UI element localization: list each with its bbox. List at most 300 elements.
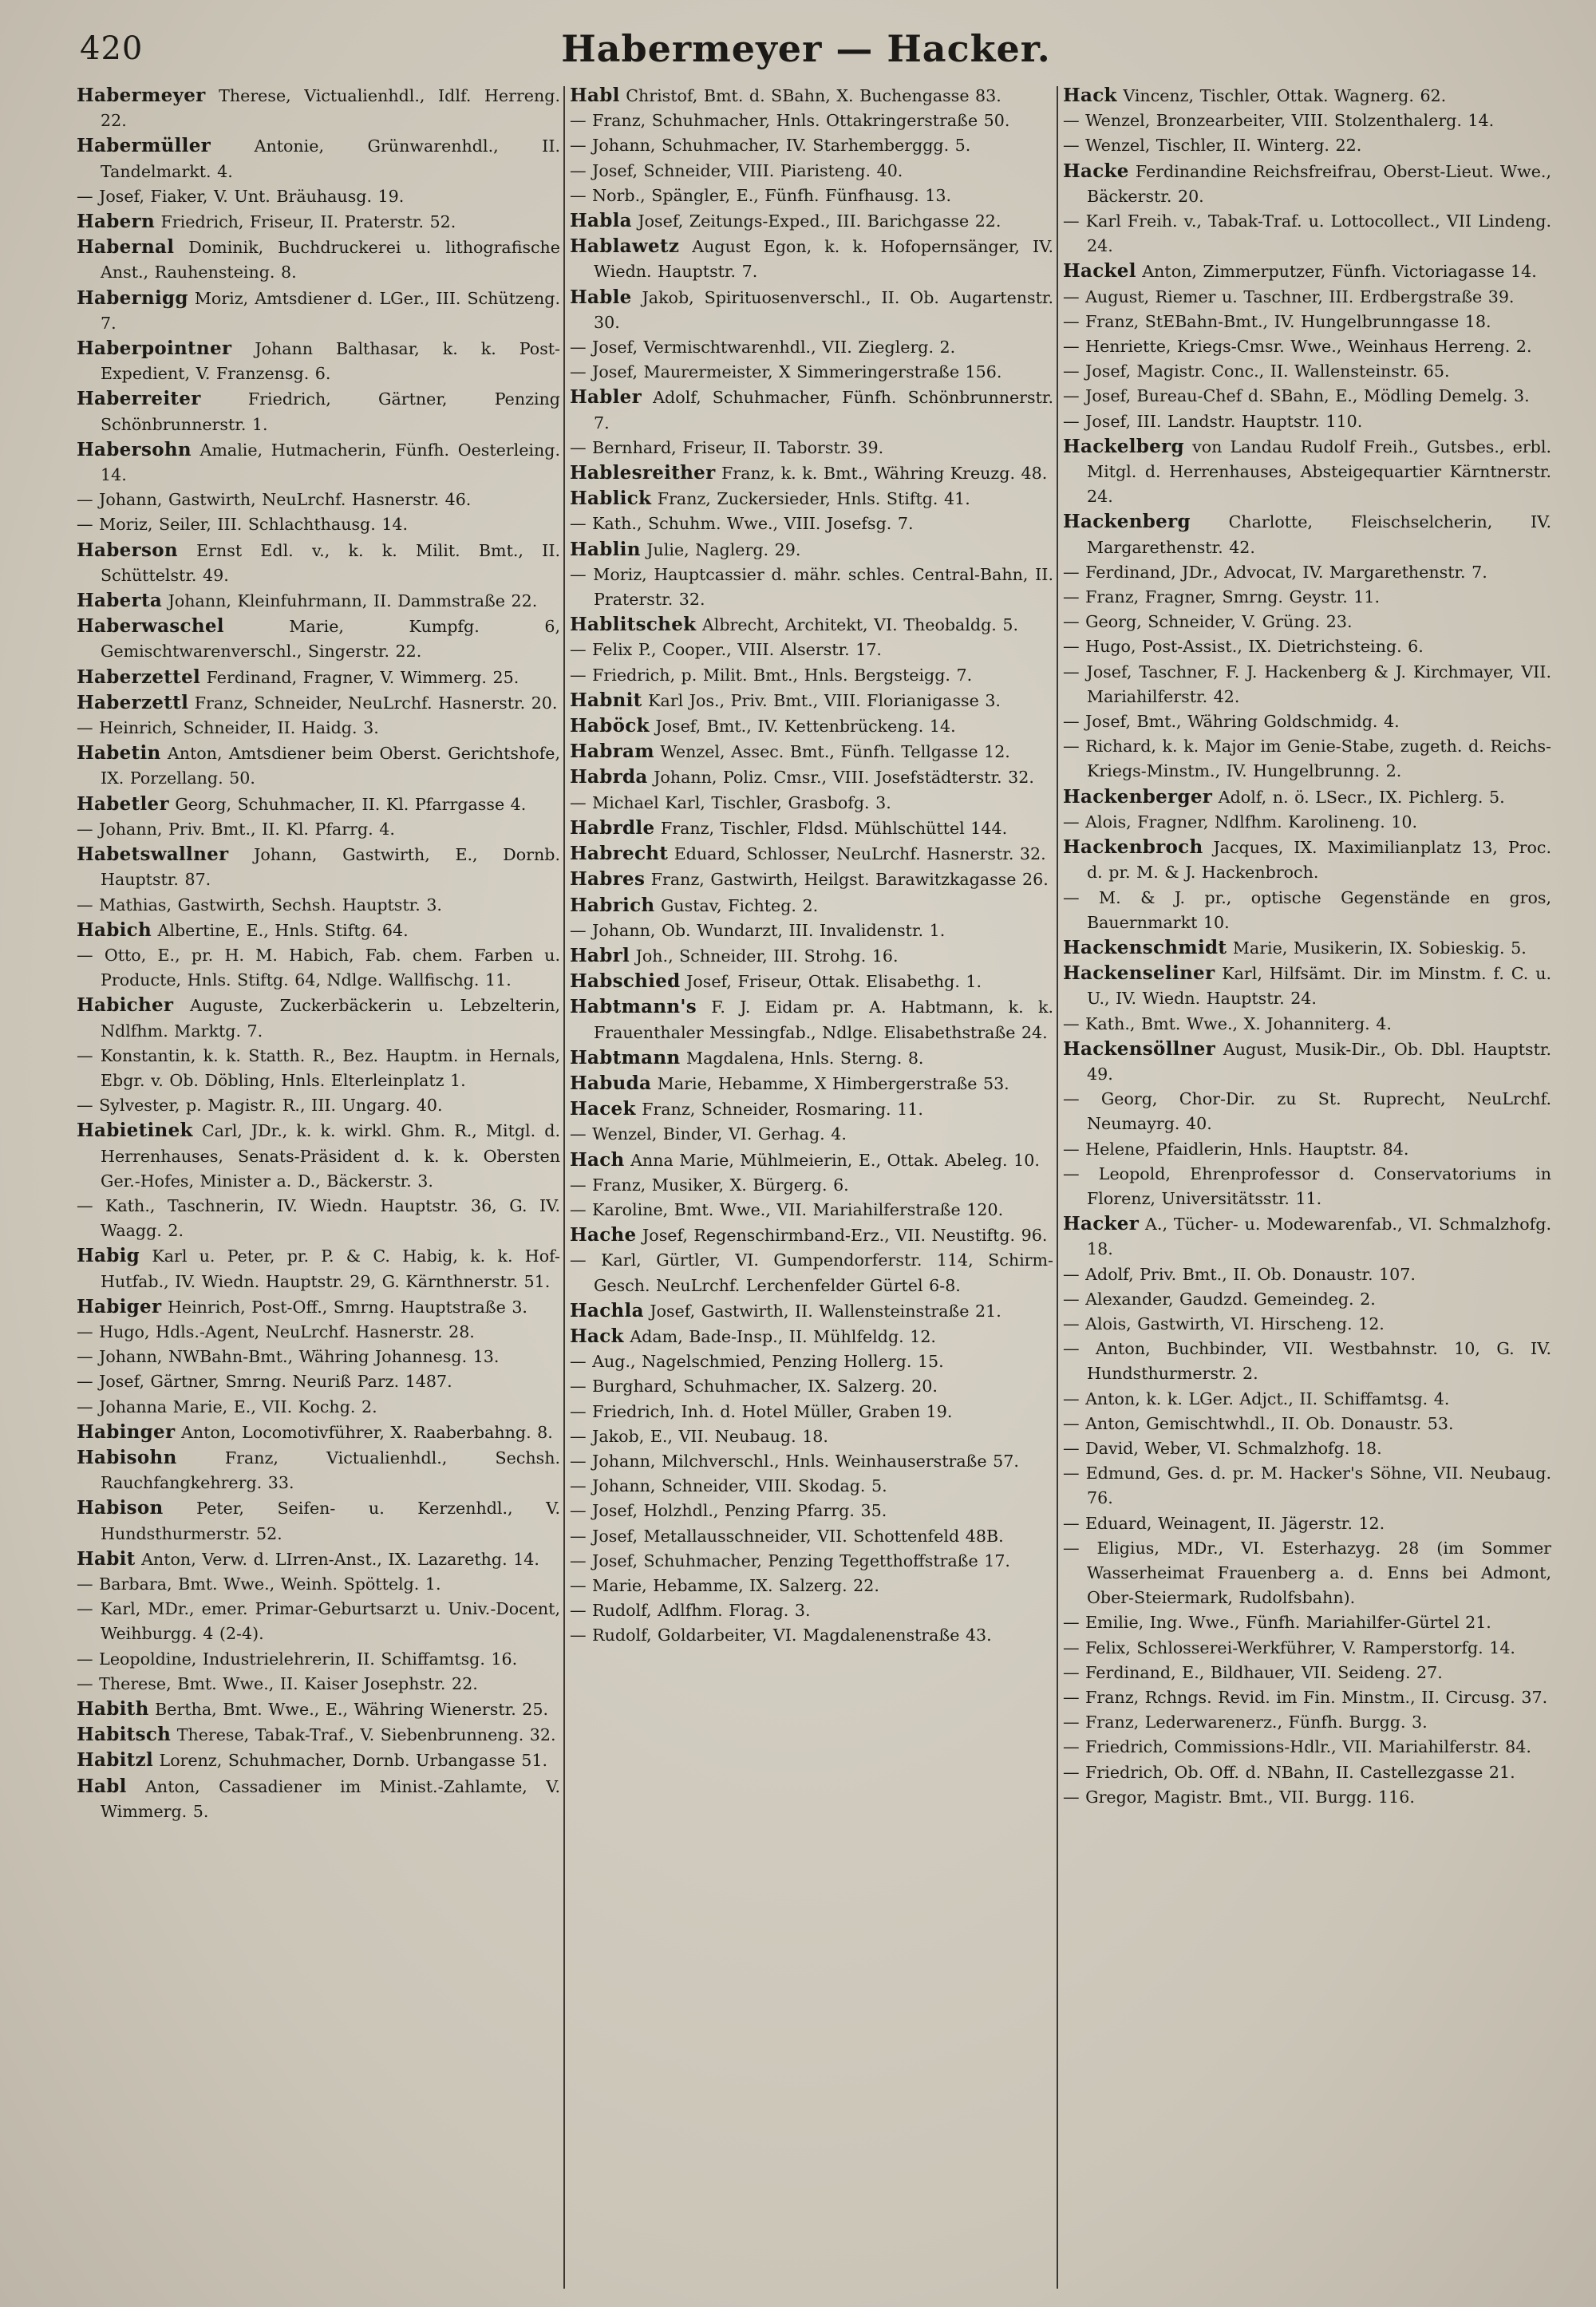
entry-details: — Josef, Bmt., Währing Goldschmidg. 4. (1063, 712, 1400, 732)
entry-surname: Haberson (77, 539, 178, 561)
directory-entry (77, 893, 560, 918)
entry-details: — Friedrich, Inh. d. Hotel Müller, Graben 19. (570, 1401, 953, 1421)
entry-details: — Ferdinand, E., Bildhauer, VII. Seideng. 27. (1063, 1662, 1443, 1682)
directory-entry (77, 1572, 560, 1597)
directory-entry (77, 336, 560, 386)
entry-surname: Habres (570, 868, 646, 891)
directory-entry (570, 994, 1053, 1045)
directory-entry (570, 1071, 1053, 1096)
directory-entry (1063, 384, 1551, 409)
entry-details: Gustav, Fichteg. 2. (660, 895, 819, 915)
entry-details: Karl, Hilfsämt. Dir. im Minstm. f. C. u. U., IV. Wiedn. Hauptstr. 24. (1087, 964, 1551, 1009)
directory-entry (77, 133, 560, 184)
directory-entry (1063, 784, 1551, 810)
entry-details: — Moriz, Hauptcassier d. mähr. schles. Central-Bahn, II. Praterstr. 32. (570, 564, 1053, 610)
entry-details: — Therese, Bmt. Wwe., II. Kaiser Josephstr. 22. (77, 1673, 478, 1693)
entry-surname: Haberzettl (77, 691, 189, 713)
directory-entry (77, 1774, 560, 1824)
entry-details: Dominik, Buchdruckerei u. lithografische Anst., Rauhensteing. 8. (101, 238, 560, 282)
entry-details: — Helene, Pfaidlerin, Hnls. Hauptstr. 84. (1063, 1139, 1409, 1159)
directory-entry (77, 1044, 560, 1093)
entry-details: — Franz, StEBahn-Bmt., IV. Hungelbrunngasse 18. (1063, 311, 1491, 331)
entry-details: Johann, Poliz. Cmsr., VIII. Josefstädterstr. 32. (654, 768, 1034, 788)
directory-entry (1063, 1037, 1551, 1087)
entry-surname: Hackensöllner (1063, 1037, 1216, 1060)
entry-details: Magdalena, Hnls. Sterng. 8. (685, 1048, 924, 1068)
directory-entry (1063, 359, 1551, 384)
directory-entry (77, 1697, 560, 1722)
entry-details: Auguste, Zuckerbäckerin u. Lebzelterin, Ndlfhm. Marktg. 7. (101, 996, 560, 1041)
directory-entry (570, 1298, 1053, 1324)
directory-entry (570, 969, 1053, 994)
directory-entry (570, 739, 1053, 764)
directory-entry (570, 867, 1053, 892)
directory-entry (570, 436, 1053, 460)
directory-entry (1063, 585, 1551, 610)
entry-details: — Josef, Maurermeister, X Simmeringerstraße 156. (570, 362, 1002, 382)
entry-details: Friedrich, Friseur, II. Praterstr. 52. (160, 212, 456, 232)
entry-surname: Hackenberg (1063, 511, 1191, 533)
entry-details: Josef, Zeitungs-Exped., III. Barichgasse 22. (638, 211, 1001, 231)
entry-details: Vincenz, Tischler, Ottak. Wagnerg. 62. (1123, 86, 1447, 105)
entry-surname: Hacker (1063, 1213, 1140, 1235)
directory-entry (77, 488, 560, 512)
directory-entry (1063, 634, 1551, 659)
entry-surname: Haböck (570, 715, 650, 737)
directory-entry (77, 1093, 560, 1118)
entry-surname: Habitzl (77, 1749, 153, 1772)
directory-entry (77, 209, 560, 235)
directory-entry (77, 235, 560, 285)
entry-details: Lorenz, Schuhmacher, Dornb. Urbangasse 51. (159, 1751, 548, 1771)
directory-entry (1063, 1012, 1551, 1037)
directory-entry (570, 943, 1053, 969)
directory-entry (570, 1474, 1053, 1499)
entry-details: — Georg, Chor-Dir. zu St. Ruprecht, NeuLrchf. Neumayrg. 40. (1063, 1089, 1551, 1134)
entry-details: Albertine, E., Hnls. Stiftg. 64. (157, 920, 409, 940)
directory-entry (570, 1374, 1053, 1399)
page-number: 420 (80, 30, 144, 67)
entry-surname: Habermüller (77, 135, 211, 157)
directory-entry (77, 1243, 560, 1294)
directory-entry (1063, 935, 1551, 961)
directory-entry (1063, 610, 1551, 634)
directory-entry (77, 1369, 560, 1394)
directory-entry (570, 893, 1053, 918)
directory-entry (1063, 1636, 1551, 1661)
directory-entry (570, 1499, 1053, 1523)
entry-surname: Habrda (570, 766, 648, 788)
directory-entry (570, 713, 1053, 739)
entry-surname: Habig (77, 1245, 140, 1267)
directory-entry (1063, 560, 1551, 585)
directory-entry (570, 83, 1053, 109)
entry-details: Franz, Victualienhdl., Sechsh. Rauchfangkehrerg. 33. (101, 1448, 560, 1493)
entry-details: — Josef, Bureau-Chef d. SBahn, E., Mödling Demelg. 3. (1063, 386, 1530, 406)
entry-details: August, Musik-Dir., Ob. Dbl. Hauptstr. 49. (1087, 1039, 1551, 1084)
directory-entry (1063, 734, 1551, 784)
directory-entry (570, 234, 1053, 284)
directory-entry (570, 208, 1053, 234)
entry-surname: Habicher (77, 994, 174, 1017)
directory-entry (77, 690, 560, 716)
directory-entry (570, 816, 1053, 841)
directory-entry (1063, 1436, 1551, 1461)
entry-surname: Habit (77, 1547, 136, 1570)
directory-entry (1063, 1760, 1551, 1785)
entry-surname: Habl (77, 1775, 127, 1797)
directory-entry (570, 385, 1053, 435)
directory-entry (77, 665, 560, 690)
entry-details: Franz, Schneider, NeuLrchf. Hasnerstr. 20. (194, 693, 558, 713)
entry-details: Franz, Gastwirth, Heilgst. Barawitzkagasse 26. (650, 870, 1049, 890)
entry-details: — Hugo, Hdls.-Agent, NeuLrchf. Hasnerstr. 28. (77, 1321, 475, 1341)
directory-entry (1063, 133, 1551, 158)
entry-details: — Felix P., Cooper., VIII. Alserstr. 17. (570, 640, 882, 660)
directory-entry (570, 460, 1053, 486)
entry-details: — August, Riemer u. Taschner, III. Erdbergstraße 39. (1063, 286, 1515, 306)
entry-details: Charlotte, Fleischselcherin, IV. Margarethenstr. 42. (1087, 512, 1551, 557)
entry-details: — Johann, Schuhmacher, IV. Starhemberggg. 5. (570, 136, 971, 156)
entry-surname: Hach (570, 1148, 625, 1171)
directory-entry (1063, 509, 1551, 559)
entry-details: — Johann, NWBahn-Bmt., Währing Johannesg. 13. (77, 1347, 500, 1367)
directory-entry (1063, 1710, 1551, 1735)
directory-entry (1063, 83, 1551, 109)
entry-surname: Hachla (570, 1299, 644, 1321)
entry-details: Josef, Friseur, Ottak. Elisabethg. 1. (686, 972, 982, 992)
entry-details: Albrecht, Architekt, VI. Theobaldg. 5. (701, 615, 1018, 635)
directory-entry (77, 1748, 560, 1773)
directory-entry (77, 437, 560, 488)
directory-entry (570, 1424, 1053, 1449)
directory-entry (570, 1198, 1053, 1223)
directory-entry (570, 1400, 1053, 1424)
entry-details: Moriz, Amtsdiener d. LGer., III. Schützeng. 7. (101, 288, 560, 333)
entry-surname: Habrecht (570, 843, 669, 865)
entry-details: Julie, Naglerg. 29. (646, 539, 801, 559)
entry-details: — Karl, Gürtler, VI. Gumpendorferstr. 114, Schirm-Gesch. NeuLrchf. Lerchenfelder Gürtel 6-8. (570, 1250, 1053, 1295)
directory-entry (570, 764, 1053, 790)
directory-entry (1063, 1211, 1551, 1262)
entry-details: — Marie, Hebamme, IX. Salzerg. 22. (570, 1575, 879, 1595)
directory-entry (1063, 1685, 1551, 1710)
entry-details: Adolf, Schuhmacher, Fünfh. Schönbrunnerstr. 7. (594, 388, 1053, 433)
entry-surname: Haberta (77, 590, 163, 612)
entry-surname: Habisohn (77, 1446, 177, 1468)
directory-entry (570, 563, 1053, 612)
entry-surname: Habetswallner (77, 843, 229, 866)
column-3 (1063, 83, 1551, 2293)
entry-surname: Hablawetz (570, 235, 680, 258)
entry-details: — Konstantin, k. k. Statth. R., Bez. Hauptm. in Hernals, Ebgr. v. Ob. Döbling, Hnls. Elterleinplatz 1. (77, 1045, 560, 1090)
directory-entry (570, 1574, 1053, 1598)
entry-surname: Habl (570, 85, 620, 106)
entry-details: — Rudolf, Goldarbeiter, VI. Magdalenenstraße 43. (570, 1626, 992, 1645)
entry-surname: Hackenseliner (1063, 962, 1215, 985)
directory-entry (570, 335, 1053, 360)
entry-details: — Johanna Marie, E., VII. Kochg. 2. (77, 1396, 377, 1416)
entry-details: — Wenzel, Tischler, II. Winterg. 22. (1063, 136, 1362, 156)
entry-details: — Johann, Priv. Bmt., II. Kl. Pfarrg. 4. (77, 819, 395, 839)
entry-surname: Hache (570, 1224, 637, 1246)
directory-entry (570, 360, 1053, 385)
entry-surname: Habla (570, 210, 632, 232)
entry-details: Bertha, Bmt. Wwe., E., Währing Wienerstr. 25. (155, 1700, 549, 1719)
entry-details: — Heinrich, Schneider, II. Haidg. 3. (77, 718, 379, 738)
entry-details: Ernst Edl. v., k. k. Milit. Bmt., II. Schüttelstr. 49. (101, 540, 560, 585)
directory-entry (570, 612, 1053, 638)
entry-details: — Alois, Fragner, Ndlfhm. Karolineng. 10. (1063, 812, 1418, 832)
entry-details: — Anton, Gemischtwhdl., II. Ob. Donaustr. 53. (1063, 1413, 1454, 1433)
entry-details: — Johann, Schneider, VIII. Skodag. 5. (570, 1476, 887, 1496)
entry-surname: Habith (77, 1698, 149, 1720)
entry-surname: Habern (77, 211, 155, 233)
entry-surname: Habitsch (77, 1724, 172, 1746)
directory-entry (77, 83, 560, 133)
directory-entry (570, 1524, 1053, 1549)
column-divider (563, 86, 565, 2289)
entry-details: Josef, Regenschirmband-Erz., VII. Neustiftg. 96. (642, 1226, 1048, 1246)
directory-entry (1063, 1610, 1551, 1635)
directory-entry (570, 1122, 1053, 1147)
entry-details: — Jakob, E., VII. Neubaug. 18. (570, 1426, 828, 1446)
entry-surname: Habernigg (77, 286, 188, 309)
entry-details: — Edmund, Ges. d. pr. M. Hacker's Söhne, VII. Neubaug. 76. (1063, 1464, 1551, 1508)
directory-entry (77, 842, 560, 892)
entry-details: — Johann, Ob. Wundarzt, III. Invalidenstr. 1. (570, 920, 946, 940)
entry-details: Therese, Tabak-Traf., V. Siebenbrunneng. 32. (176, 1725, 556, 1745)
directory-entry (570, 1045, 1053, 1071)
directory-entry (570, 688, 1053, 713)
entry-surname: Habetler (77, 792, 169, 815)
entry-details: — Adolf, Priv. Bmt., II. Ob. Donaustr. 107. (1063, 1264, 1416, 1284)
entry-details: Anton, Locomotivführer, X. Raaberbahng. 8. (180, 1422, 553, 1442)
directory-entry (77, 1194, 560, 1243)
entry-details: Franz, Tischler, Fldsd. Mühlschüttel 144. (660, 818, 1008, 838)
directory-entry (1063, 1312, 1551, 1337)
directory-entry (570, 1598, 1053, 1623)
directory-entry (77, 1647, 560, 1672)
directory-entry (570, 512, 1053, 536)
entry-surname: Hack (570, 1325, 624, 1347)
entry-details: — Kath., Taschnerin, IV. Wiedn. Hauptstr. 36, G. IV. Waagg. 2. (77, 1195, 560, 1241)
entry-details: Georg, Schuhmacher, II. Kl. Pfarrgasse 4. (175, 794, 527, 814)
entry-details: Franz, k. k. Bmt., Währing Kreuzg. 48. (721, 464, 1048, 484)
entry-details: Anton, Zimmerputzer, Fünfh. Victoriagasse 14. (1142, 262, 1537, 282)
entry-details: — Josef, Vermischtwarenhdl., VII. Zieglerg. 2. (570, 338, 956, 358)
directory-entry (570, 663, 1053, 688)
entry-details: — Aug., Nagelschmied, Penzing Hollerg. 15. (570, 1352, 944, 1372)
directory-entry (77, 614, 560, 664)
entry-details: — Mathias, Gastwirth, Sechsh. Hauptstr. 3. (77, 895, 442, 915)
directory-entry (77, 993, 560, 1043)
directory-entry (570, 486, 1053, 512)
directory-entry (1063, 1337, 1551, 1386)
entry-details: — Franz, Fragner, Smrng. Geystr. 11. (1063, 587, 1381, 607)
entry-details: — Wenzel, Binder, VI. Gerhag. 4. (570, 1124, 847, 1144)
entry-surname: Haberpointner (77, 338, 232, 360)
entry-surname: Hablin (570, 538, 641, 560)
entry-surname: Habnit (570, 689, 642, 711)
directory-entry (570, 537, 1053, 563)
entry-details: — Henriette, Kriegs-Cmsr. Wwe., Weinhaus Herreng. 2. (1063, 337, 1532, 357)
entry-details: — Friedrich, p. Milit. Bmt., Hnls. Bergsteigg. 7. (570, 665, 973, 685)
directory-entry (77, 538, 560, 588)
entry-details: Marie, Musikerin, IX. Sobieskig. 5. (1232, 938, 1527, 958)
entry-surname: Hackenschmidt (1063, 936, 1227, 958)
entry-details: — Emilie, Ing. Wwe., Fünfh. Mariahilfer-Gürtel 21. (1063, 1613, 1491, 1633)
directory-entry (1063, 810, 1551, 835)
entry-details: August Egon, k. k. Hofopernsänger, IV. Wiedn. Hauptstr. 7. (594, 237, 1053, 282)
directory-entry (1063, 310, 1551, 334)
entry-details: — Johann, Milchverschl., Hnls. Weinhauserstraße 57. (570, 1451, 1019, 1471)
entry-details: Friedrich, Gärtner, Penzing Schönbrunnerstr. 1. (101, 389, 560, 434)
entry-surname: Hablesreither (570, 462, 716, 484)
entry-details: — Josef, Metallausschneider, VII. Schottenfeld 48B. (570, 1526, 1004, 1546)
entry-surname: Hablitschek (570, 614, 697, 636)
entry-surname: Habrdle (570, 816, 655, 839)
entry-details: Josef, Gastwirth, II. Wallensteinstraße 21. (650, 1301, 1001, 1321)
directory-entry (570, 133, 1053, 158)
entry-details: Adolf, n. ö. LSecr., IX. Pichlerg. 5. (1218, 787, 1505, 807)
directory-entry (1063, 209, 1551, 259)
directory-columns (77, 83, 1553, 2293)
entry-details: — Josef, III. Landstr. Hauptstr. 110. (1063, 411, 1363, 431)
entry-surname: Habuda (570, 1072, 652, 1094)
entry-details: — Wenzel, Bronzearbeiter, VIII. Stolzenthalerg. 14. (1063, 111, 1495, 131)
page-header (72, 24, 1540, 72)
entry-details: Johann, Kleinfuhrmann, II. Dammstraße 22. (168, 591, 538, 611)
entry-details: — Kath., Bmt. Wwe., X. Johanniterg. 4. (1063, 1013, 1392, 1033)
directory-entry (570, 285, 1053, 335)
entry-details: — Leopoldine, Industrielehrerin, II. Schiffamtsg. 16. (77, 1649, 518, 1669)
directory-entry (77, 1294, 560, 1320)
directory-entry (1063, 1087, 1551, 1136)
entry-details: Anton, Amtsdiener beim Oberst. Gerichtshofe, IX. Porzellang. 50. (101, 744, 560, 788)
directory-entry (1063, 285, 1551, 310)
entry-details: Josef, Bmt., IV. Kettenbrückeng. 14. (655, 717, 956, 737)
directory-entry (1063, 835, 1551, 885)
entry-details: — Josef, Schuhmacher, Penzing Tegetthoffstraße 17. (570, 1551, 1010, 1570)
entry-details: A., Tücher- u. Modewarenfab., VI. Schmalzhofg. 18. (1087, 1215, 1551, 1259)
directory-entry (570, 1623, 1053, 1648)
column-divider (1057, 86, 1058, 2289)
entry-details: — Josef, Fiaker, V. Unt. Bräuhausg. 19. (77, 186, 405, 206)
column-1 (77, 83, 560, 2293)
directory-entry (1063, 1661, 1551, 1685)
directory-entry (570, 841, 1053, 867)
entry-details: Eduard, Schlosser, NeuLrchf. Hasnerstr. 32. (674, 844, 1046, 864)
running-title: Habermeyer — Hacker. (561, 27, 1051, 70)
entry-details: — Ferdinand, JDr., Advocat, IV. Margarethenstr. 7. (1063, 562, 1487, 582)
entry-details: Anton, Verw. d. LIrren-Anst., IX. Lazarethg. 14. (141, 1549, 539, 1569)
directory-entry (1063, 709, 1551, 734)
entry-details: Therese, Victualienhdl., Idlf. Herreng. 22. (101, 86, 560, 131)
entry-details: Karl Jos., Priv. Bmt., VIII. Florianigasse 3. (648, 690, 1001, 710)
entry-surname: Haberwaschel (77, 615, 224, 638)
directory-entry (1063, 409, 1551, 434)
entry-details: von Landau Rudolf Freih., Gutsbes., erbl. Mitgl. d. Herrenhauses, Absteigequartier Kärntnerstr. 24. (1087, 437, 1551, 507)
entry-details: — Franz, Lederwarenerz., Fünfh. Burgg. 3. (1063, 1712, 1428, 1732)
entry-surname: Habinger (77, 1420, 176, 1443)
directory-entry (570, 1349, 1053, 1374)
directory-entry (570, 791, 1053, 816)
entry-details: — Josef, Magistr. Conc., II. Wallensteinstr. 65. (1063, 361, 1450, 381)
entry-surname: Habison (77, 1497, 164, 1519)
entry-details: Heinrich, Post-Off., Smrng. Hauptstraße 3. (167, 1297, 527, 1317)
directory-entry (1063, 1511, 1551, 1536)
entry-details: — Josef, Gärtner, Smrng. Neuriß Parz. 1487. (77, 1372, 452, 1392)
entry-surname: Habietinek (77, 1120, 193, 1142)
entry-details: — Felix, Schlosserei-Werkführer, V. Ramperstorfg. 14. (1063, 1637, 1515, 1657)
directory-entry (1063, 259, 1551, 284)
directory-entry (77, 1118, 560, 1194)
entry-surname: Habich (77, 918, 152, 941)
entry-surname: Habersohn (77, 438, 192, 460)
directory-entry (77, 716, 560, 741)
entry-details: — Barbara, Bmt. Wwe., Weinh. Spöttelg. 1. (77, 1574, 441, 1594)
directory-entry (1063, 961, 1551, 1011)
entry-details: F. J. Eidam pr. A. Habtmann, k. k. Frauenthaler Messingfab., Ndlge. Elisabethstraße 24. (594, 997, 1053, 1042)
directory-entry (1063, 334, 1551, 359)
entry-surname: Hackenberger (1063, 785, 1213, 808)
directory-entry (77, 817, 560, 842)
entry-details: Amalie, Hutmacherin, Fünfh. Oesterleing. 14. (101, 440, 560, 485)
directory-entry (1063, 1162, 1551, 1211)
directory-entry (77, 1597, 560, 1646)
column-2 (570, 83, 1053, 2293)
entry-details: — Franz, Schuhmacher, Hnls. Ottakringerstraße 50. (570, 111, 1010, 131)
entry-surname: Hack (1063, 85, 1117, 106)
directory-entry (77, 918, 560, 943)
directory-entry (77, 512, 560, 537)
entry-surname: Haberreiter (77, 388, 201, 410)
directory-entry (1063, 1287, 1551, 1312)
entry-details: — Alexander, Gaudzd. Gemeindeg. 2. (1063, 1289, 1376, 1309)
directory-entry (77, 386, 560, 437)
entry-details: — Leopold, Ehrenprofessor d. Conservatoriums in Florenz, Universitätsstr. 11. (1063, 1163, 1551, 1208)
directory-entry (1063, 886, 1551, 935)
directory-entry (1063, 1387, 1551, 1412)
entry-details: — Anton, k. k. LGer. Adjct., II. Schiffamtsg. 4. (1063, 1389, 1450, 1408)
directory-entry (570, 184, 1053, 208)
directory-entry (570, 159, 1053, 184)
entry-details: Anna Marie, Mühlmeierin, E., Ottak. Abeleg. 10. (630, 1150, 1040, 1170)
entry-details: Franz, Schneider, Rosmaring. 11. (642, 1100, 923, 1120)
entry-details: — Gregor, Magistr. Bmt., VII. Burgg. 116. (1063, 1787, 1415, 1807)
entry-details: Joh., Schneider, III. Strohg. 16. (635, 946, 899, 966)
directory-entry (1063, 159, 1551, 209)
entry-surname: Habtmann (570, 1046, 681, 1069)
directory-entry (77, 1445, 560, 1495)
entry-details: Ferdinandine Reichsfreifrau, Oberst-Lieut. Wwe., Bäckerstr. 20. (1087, 161, 1551, 206)
directory-entry (570, 1449, 1053, 1474)
directory-entry (570, 1248, 1053, 1298)
entry-details: — Friedrich, Commissions-Hdlr., VII. Mariahilferstr. 84. (1063, 1737, 1531, 1757)
directory-entry (570, 1173, 1053, 1198)
entry-details: — Sylvester, p. Magistr. R., III. Ungarg. 40. (77, 1096, 443, 1116)
entry-details: — Richard, k. k. Major im Genie-Stabe, zugeth. d. Reichs-Kriegs-Minstm., IV. Hungelbrunng. 2. (1063, 737, 1551, 781)
entry-surname: Habrl (570, 944, 630, 966)
directory-entry (570, 109, 1053, 133)
entry-details: — Karl, MDr., emer. Primar-Geburtsarzt u. Univ.-Docent, Weihburgg. 4 (2-4). (77, 1599, 560, 1644)
entry-details: — Friedrich, Ob. Off. d. NBahn, II. Castellezgasse 21. (1063, 1762, 1515, 1782)
entry-details: — Josef, Schneider, VIII. Piaristeng. 40. (570, 160, 903, 180)
entry-surname: Habetin (77, 742, 161, 764)
directory-entry (570, 1223, 1053, 1248)
entry-surname: Hacke (1063, 160, 1129, 182)
